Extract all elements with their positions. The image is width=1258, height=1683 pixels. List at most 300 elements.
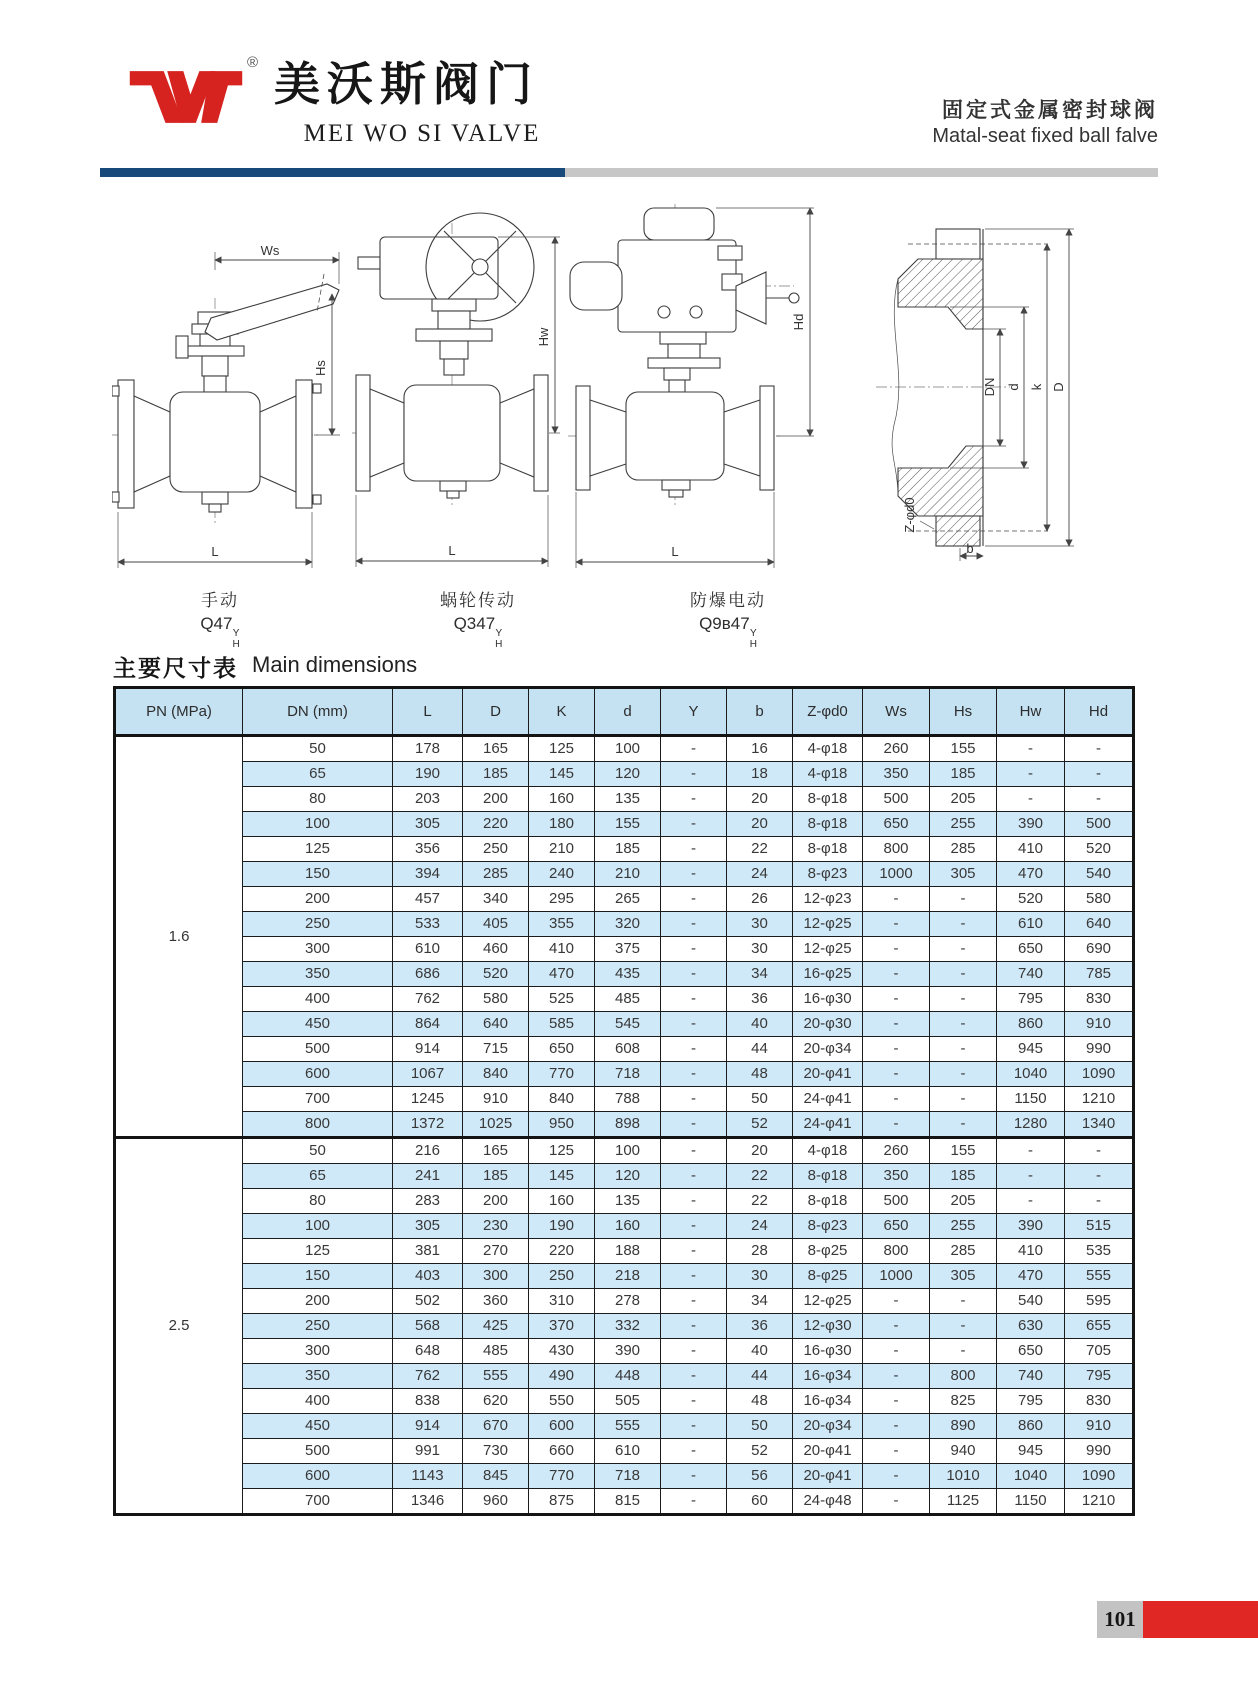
table-cell: 555: [595, 1414, 661, 1439]
table-cell: 100: [595, 736, 661, 762]
dim-label-big-d: D: [1051, 382, 1066, 392]
column-header: b: [727, 688, 793, 736]
table-cell: 990: [1065, 1439, 1134, 1464]
table-cell: 1090: [1065, 1062, 1134, 1087]
table-cell: 180: [529, 812, 595, 837]
table-cell: 250: [529, 1264, 595, 1289]
table-cell: 340: [463, 887, 529, 912]
table-cell: 241: [393, 1164, 463, 1189]
table-cell: -: [863, 1439, 930, 1464]
pn-group-label: 1.6: [115, 736, 243, 1138]
table-cell: 200: [463, 1189, 529, 1214]
dimensions-table-header: [115, 688, 1134, 736]
table-cell: -: [930, 1087, 997, 1112]
dim-label-hw: Hw: [536, 327, 551, 347]
column-header: d: [595, 688, 661, 736]
table-cell: 332: [595, 1314, 661, 1339]
table-cell: 515: [1065, 1214, 1134, 1239]
table-cell: 250: [243, 912, 393, 937]
table-cell: 610: [393, 937, 463, 962]
caption-manual: [130, 586, 310, 650]
table-cell: 34: [727, 962, 793, 987]
table-cell: 100: [243, 812, 393, 837]
table-cell: 600: [243, 1062, 393, 1087]
table-cell: 450: [243, 1414, 393, 1439]
table-cell: 795: [997, 1389, 1065, 1414]
table-cell: 770: [529, 1464, 595, 1489]
table-cell: -: [930, 1062, 997, 1087]
caption-worm-gear: [388, 586, 568, 650]
caption-electric-cn: 防爆电动: [690, 591, 766, 610]
table-cell: -: [661, 1239, 727, 1264]
table-cell: 1143: [393, 1464, 463, 1489]
table-cell: 50: [727, 1414, 793, 1439]
table-cell: 890: [930, 1414, 997, 1439]
table-cell: 50: [243, 736, 393, 762]
table-cell: -: [661, 837, 727, 862]
table-cell: 135: [595, 787, 661, 812]
table-cell: -: [930, 1012, 997, 1037]
table-cell: -: [661, 1464, 727, 1489]
table-cell: 40: [727, 1012, 793, 1037]
table-cell: -: [863, 1489, 930, 1515]
table-cell: -: [863, 1414, 930, 1439]
table-cell: -: [863, 887, 930, 912]
table-cell: -: [661, 762, 727, 787]
table-cell: 840: [529, 1087, 595, 1112]
table-cell: 200: [463, 787, 529, 812]
table-cell: 500: [863, 1189, 930, 1214]
table-cell: 185: [930, 762, 997, 787]
table-cell: -: [930, 1339, 997, 1364]
table-cell: 800: [243, 1112, 393, 1138]
table-cell: 800: [863, 837, 930, 862]
table-cell: 840: [463, 1062, 529, 1087]
column-header: Hs: [930, 688, 997, 736]
table-cell: 160: [529, 1189, 595, 1214]
table-cell: 350: [863, 1164, 930, 1189]
table-cell: 410: [997, 1239, 1065, 1264]
table-cell: 4-φ18: [793, 736, 863, 762]
table-cell: 100: [243, 1214, 393, 1239]
table-cell: 914: [393, 1414, 463, 1439]
table-cell: 240: [529, 862, 595, 887]
table-cell: 200: [243, 887, 393, 912]
table-cell: 425: [463, 1314, 529, 1339]
table-cell: 1010: [930, 1464, 997, 1489]
table-cell: 1000: [863, 862, 930, 887]
table-cell: 218: [595, 1264, 661, 1289]
dim-label-b: b: [966, 541, 974, 556]
table-cell: 8-φ18: [793, 812, 863, 837]
table-cell: 568: [393, 1314, 463, 1339]
table-cell: 8-φ18: [793, 1189, 863, 1214]
table-cell: 1150: [997, 1489, 1065, 1515]
table-cell: 285: [930, 837, 997, 862]
table-cell: 260: [863, 736, 930, 762]
table-cell: 160: [529, 787, 595, 812]
table-cell: 12-φ23: [793, 887, 863, 912]
table-cell: 216: [393, 1138, 463, 1164]
main-dimensions-table: [113, 686, 1135, 1516]
table-cell: 270: [463, 1239, 529, 1264]
caption-worm-gear-model: Q347 Y H: [453, 614, 503, 650]
table-cell: 690: [1065, 937, 1134, 962]
table-cell: -: [661, 1264, 727, 1289]
table-cell: 460: [463, 937, 529, 962]
table-cell: -: [863, 937, 930, 962]
dim-label-l: L: [671, 544, 679, 559]
table-cell: 16-φ30: [793, 1339, 863, 1364]
table-cell: 715: [463, 1037, 529, 1062]
column-header: Hd: [1065, 688, 1134, 736]
table-cell: 991: [393, 1439, 463, 1464]
table-cell: 585: [529, 1012, 595, 1037]
table-cell: -: [863, 962, 930, 987]
dim-label-l: L: [211, 544, 219, 559]
table-cell: -: [997, 1164, 1065, 1189]
table-cell: 500: [1065, 812, 1134, 837]
table-cell: 470: [529, 962, 595, 987]
table-cell: 686: [393, 962, 463, 987]
table-cell: 650: [863, 1214, 930, 1239]
table-cell: 525: [529, 987, 595, 1012]
table-row: [115, 1439, 1134, 1464]
table-cell: 50: [243, 1138, 393, 1164]
table-cell: 34: [727, 1289, 793, 1314]
table-row: [115, 812, 1134, 837]
brand-logo: [128, 60, 244, 134]
table-cell: 350: [863, 762, 930, 787]
table-cell: 65: [243, 762, 393, 787]
table-cell: 305: [930, 862, 997, 887]
table-row: [115, 912, 1134, 937]
table-cell: 830: [1065, 1389, 1134, 1414]
table-cell: 1040: [997, 1062, 1065, 1087]
table-cell: -: [997, 1138, 1065, 1164]
table-cell: 44: [727, 1364, 793, 1389]
table-cell: 120: [595, 762, 661, 787]
table-cell: -: [661, 887, 727, 912]
table-cell: 910: [1065, 1012, 1134, 1037]
table-cell: 300: [243, 937, 393, 962]
table-cell: 785: [1065, 962, 1134, 987]
table-cell: 375: [595, 937, 661, 962]
table-cell: 8-φ23: [793, 1214, 863, 1239]
table-cell: 448: [595, 1364, 661, 1389]
table-cell: 630: [997, 1314, 1065, 1339]
table-cell: 4-φ18: [793, 762, 863, 787]
table-cell: 650: [529, 1037, 595, 1062]
table-cell: 394: [393, 862, 463, 887]
dim-label-k: k: [1029, 383, 1044, 391]
footer-red-tab: [1143, 1601, 1258, 1638]
table-cell: 125: [243, 837, 393, 862]
dim-label-hd: Hd: [791, 313, 806, 331]
table-cell: 1280: [997, 1112, 1065, 1138]
table-cell: -: [661, 1112, 727, 1138]
table-cell: 250: [243, 1314, 393, 1339]
table-row: [115, 1164, 1134, 1189]
table-cell: 580: [1065, 887, 1134, 912]
column-header: Y: [661, 688, 727, 736]
table-cell: 305: [393, 812, 463, 837]
table-cell: 185: [930, 1164, 997, 1189]
table-cell: 125: [243, 1239, 393, 1264]
dim-label-ws: Ws: [260, 243, 280, 258]
table-title-chinese: 主要尺寸表: [113, 655, 238, 681]
table-cell: 4-φ18: [793, 1138, 863, 1164]
table-cell: 60: [727, 1489, 793, 1515]
table-cell: 718: [595, 1062, 661, 1087]
table-cell: 1025: [463, 1112, 529, 1138]
table-cell: 12-φ25: [793, 912, 863, 937]
table-cell: -: [863, 1087, 930, 1112]
table-cell: 640: [1065, 912, 1134, 937]
table-cell: 295: [529, 887, 595, 912]
table-cell: 220: [463, 812, 529, 837]
table-cell: 520: [1065, 837, 1134, 862]
worm-gear-valve-drawing: [352, 205, 567, 582]
table-cell: 210: [595, 862, 661, 887]
column-header: D: [463, 688, 529, 736]
table-cell: 285: [463, 862, 529, 887]
table-cell: 762: [393, 987, 463, 1012]
table-cell: 12-φ30: [793, 1314, 863, 1339]
table-row: [115, 1289, 1134, 1314]
table-cell: 1040: [997, 1464, 1065, 1489]
table-cell: 8-φ18: [793, 1164, 863, 1189]
table-cell: 718: [595, 1464, 661, 1489]
table-cell: 16-φ25: [793, 962, 863, 987]
table-cell: 40: [727, 1339, 793, 1364]
table-cell: -: [661, 1189, 727, 1214]
table-title-english: Main dimensions: [252, 652, 418, 677]
table-cell: 430: [529, 1339, 595, 1364]
table-cell: -: [863, 1062, 930, 1087]
table-cell: -: [661, 1164, 727, 1189]
table-cell: 30: [727, 937, 793, 962]
table-cell: 864: [393, 1012, 463, 1037]
brand-name-english: MEI WO SI VALVE: [303, 120, 541, 147]
table-cell: 450: [243, 1012, 393, 1037]
table-cell: 22: [727, 837, 793, 862]
table-cell: 648: [393, 1339, 463, 1364]
table-cell: 8-φ18: [793, 787, 863, 812]
table-cell: 490: [529, 1364, 595, 1389]
table-cell: 20-φ41: [793, 1439, 863, 1464]
table-cell: -: [930, 962, 997, 987]
table-cell: 360: [463, 1289, 529, 1314]
table-cell: -: [863, 1464, 930, 1489]
dim-label-dn: DN: [982, 377, 997, 397]
table-cell: 700: [243, 1087, 393, 1112]
table-cell: 356: [393, 837, 463, 862]
table-cell: -: [661, 987, 727, 1012]
table-cell: 26: [727, 887, 793, 912]
table-cell: 22: [727, 1189, 793, 1214]
table-cell: -: [1065, 736, 1134, 762]
table-cell: 305: [930, 1264, 997, 1289]
table-cell: 795: [997, 987, 1065, 1012]
table-row: [115, 987, 1134, 1012]
table-cell: -: [661, 1389, 727, 1414]
table-cell: 403: [393, 1264, 463, 1289]
table-cell: 285: [930, 1239, 997, 1264]
table-cell: 305: [393, 1214, 463, 1239]
table-cell: 860: [997, 1414, 1065, 1439]
table-cell: 910: [463, 1087, 529, 1112]
table-row: [115, 1062, 1134, 1087]
table-cell: -: [661, 962, 727, 987]
caption-electric-model: Q9в47 Y H: [699, 614, 757, 650]
table-cell: -: [661, 1037, 727, 1062]
table-cell: -: [1065, 787, 1134, 812]
table-cell: 1067: [393, 1062, 463, 1087]
table-cell: -: [661, 1087, 727, 1112]
table-cell: 80: [243, 1189, 393, 1214]
table-cell: 457: [393, 887, 463, 912]
table-cell: -: [661, 1364, 727, 1389]
table-row: [115, 1264, 1134, 1289]
table-cell: 1210: [1065, 1489, 1134, 1515]
table-cell: -: [661, 1012, 727, 1037]
table-row: [115, 1239, 1134, 1264]
table-cell: 940: [930, 1439, 997, 1464]
table-cell: 700: [243, 1489, 393, 1515]
column-header: Ws: [863, 688, 930, 736]
table-cell: 595: [1065, 1289, 1134, 1314]
dim-label-hs: Hs: [313, 360, 328, 376]
table-cell: -: [661, 736, 727, 762]
table-cell: 150: [243, 1264, 393, 1289]
header-divider-gray: [565, 168, 1158, 177]
table-cell: -: [1065, 1164, 1134, 1189]
table-cell: 540: [1065, 862, 1134, 887]
table-row: [115, 1214, 1134, 1239]
table-cell: -: [997, 1189, 1065, 1214]
table-cell: 520: [997, 887, 1065, 912]
table-cell: 150: [243, 862, 393, 887]
table-cell: 310: [529, 1289, 595, 1314]
table-cell: -: [930, 1289, 997, 1314]
table-cell: 210: [529, 837, 595, 862]
table-cell: 770: [529, 1062, 595, 1087]
table-cell: 533: [393, 912, 463, 937]
table-cell: -: [1065, 1189, 1134, 1214]
table-cell: 845: [463, 1464, 529, 1489]
table-cell: 788: [595, 1087, 661, 1112]
table-cell: 52: [727, 1439, 793, 1464]
table-cell: 165: [463, 736, 529, 762]
caption-manual-cn: 手动: [201, 591, 239, 610]
table-cell: -: [661, 1138, 727, 1164]
table-cell: 500: [243, 1037, 393, 1062]
table-cell: -: [661, 1214, 727, 1239]
table-row: [115, 736, 1134, 762]
table-cell: 278: [595, 1289, 661, 1314]
table-cell: 155: [930, 736, 997, 762]
product-title-english: Matal-seat fixed ball falve: [932, 125, 1158, 147]
table-cell: 20-φ34: [793, 1037, 863, 1062]
table-cell: -: [863, 1339, 930, 1364]
electric-valve-drawing: [568, 190, 818, 582]
table-cell: 36: [727, 1314, 793, 1339]
table-cell: 300: [463, 1264, 529, 1289]
table-row: [115, 1489, 1134, 1515]
table-cell: 16-φ34: [793, 1389, 863, 1414]
table-cell: -: [661, 862, 727, 887]
table-cell: 155: [930, 1138, 997, 1164]
table-cell: 730: [463, 1439, 529, 1464]
table-cell: 400: [243, 1389, 393, 1414]
table-cell: 48: [727, 1062, 793, 1087]
table-row: [115, 1189, 1134, 1214]
table-cell: -: [863, 1389, 930, 1414]
flange-section-drawing: [848, 215, 1078, 565]
table-cell: 580: [463, 987, 529, 1012]
table-cell: 500: [863, 787, 930, 812]
table-cell: 24-φ41: [793, 1112, 863, 1138]
table-cell: 24-φ41: [793, 1087, 863, 1112]
table-cell: 435: [595, 962, 661, 987]
table-cell: 502: [393, 1289, 463, 1314]
table-cell: 265: [595, 887, 661, 912]
table-cell: 815: [595, 1489, 661, 1515]
table-cell: 165: [463, 1138, 529, 1164]
table-cell: 800: [930, 1364, 997, 1389]
table-cell: 20: [727, 1138, 793, 1164]
table-cell: 8-φ18: [793, 837, 863, 862]
table-cell: 178: [393, 736, 463, 762]
table-cell: -: [863, 1314, 930, 1339]
table-cell: 355: [529, 912, 595, 937]
table-cell: 650: [863, 812, 930, 837]
table-cell: -: [661, 1289, 727, 1314]
table-cell: 945: [997, 1037, 1065, 1062]
table-cell: -: [1065, 762, 1134, 787]
table-row: [115, 1138, 1134, 1164]
table-cell: 1346: [393, 1489, 463, 1515]
header-row: [115, 688, 1134, 736]
table-row: [115, 1112, 1134, 1138]
dim-label-z-phi-d0: Z-φd0: [902, 497, 917, 533]
table-cell: 620: [463, 1389, 529, 1414]
table-cell: 650: [997, 937, 1065, 962]
product-title-chinese: 固定式金属密封球阀: [942, 99, 1158, 122]
table-row: [115, 962, 1134, 987]
table-cell: 350: [243, 1364, 393, 1389]
table-cell: 188: [595, 1239, 661, 1264]
table-cell: 370: [529, 1314, 595, 1339]
table-cell: 1372: [393, 1112, 463, 1138]
table-cell: 670: [463, 1414, 529, 1439]
page-number: 101: [1097, 1601, 1143, 1638]
table-cell: 260: [863, 1138, 930, 1164]
table-cell: -: [930, 1314, 997, 1339]
table-cell: 608: [595, 1037, 661, 1062]
table-cell: 20-φ34: [793, 1414, 863, 1439]
table-cell: -: [863, 1112, 930, 1138]
table-cell: 200: [243, 1289, 393, 1314]
table-cell: 8-φ25: [793, 1239, 863, 1264]
column-header: Z-φd0: [793, 688, 863, 736]
table-cell: 52: [727, 1112, 793, 1138]
column-header: DN (mm): [243, 688, 393, 736]
table-cell: -: [661, 912, 727, 937]
table-cell: 16-φ34: [793, 1364, 863, 1389]
table-cell: 185: [463, 1164, 529, 1189]
